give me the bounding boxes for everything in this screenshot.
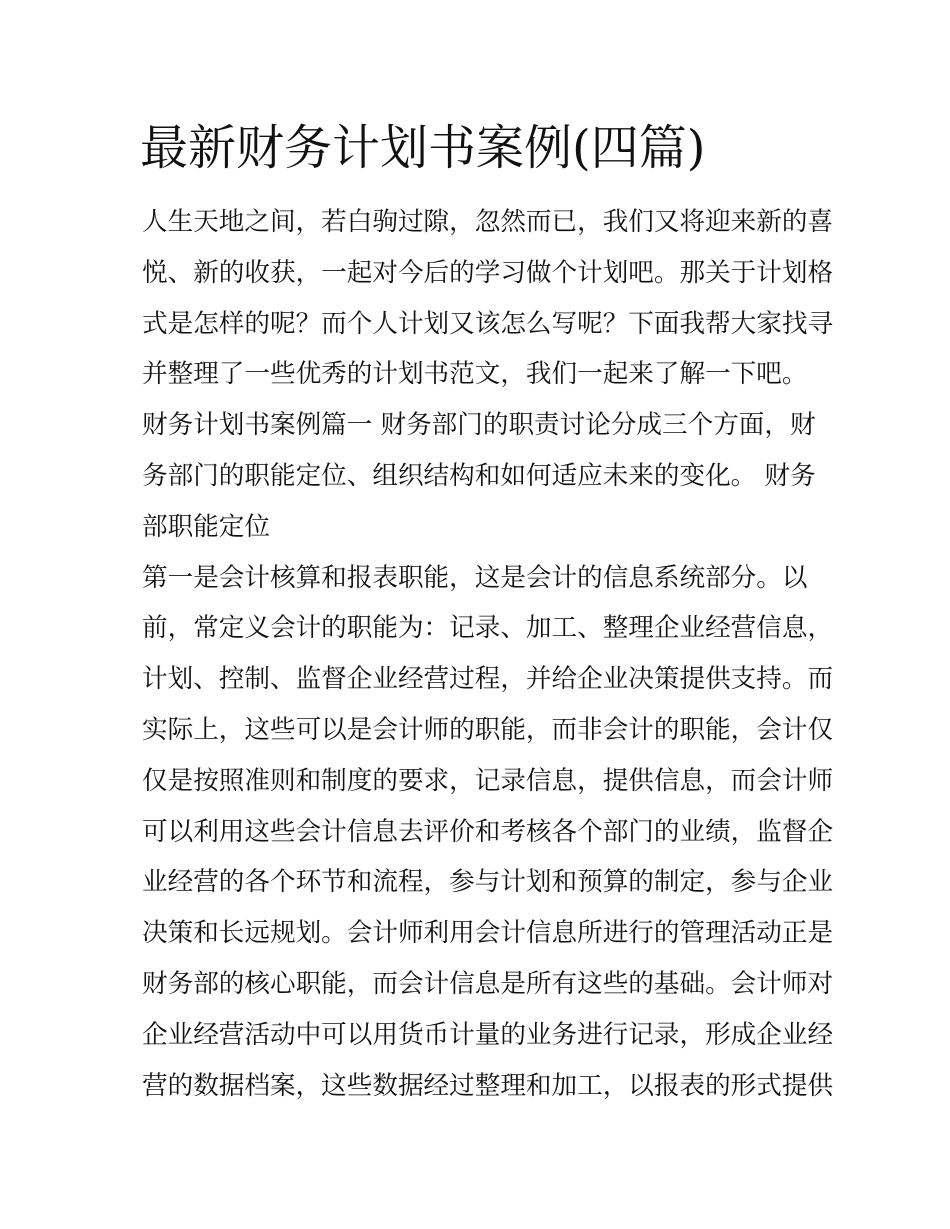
text-line: 企业经营活动中可以用货币计量的业务进行记录，形成企业经 xyxy=(142,1019,834,1050)
text-line: 第一是会计核算和报表职能，这是会计的信息系统部分。以 xyxy=(142,562,808,593)
text-line: 人生天地之间，若白驹过隙，忽然而已，我们又将迎来新的喜 xyxy=(142,207,834,237)
document-body xyxy=(142,197,834,1111)
text-line: 并整理了一些优秀的计划书范文，我们一起来了解一下吧。 xyxy=(142,359,808,390)
text-line: 财务计划书案例篇一 财务部门的职责讨论分成三个方面，财 xyxy=(142,410,816,441)
text-line: 营的数据档案，这些数据经过整理和加工，以报表的形式提供 xyxy=(142,1070,834,1101)
text-line: 决策和长远规划。会计师利用会计信息所进行的管理活动正是 xyxy=(142,918,834,949)
text-line: 式是怎样的呢？而个人计划又该怎么写呢？下面我帮大家找寻 xyxy=(142,308,834,339)
text-line: 可以利用这些会计信息去评价和考核各个部门的业绩，监督企 xyxy=(142,816,834,847)
text-line: 务部门的职能定位、组织结构和如何适应未来的变化。 财务 xyxy=(142,460,816,491)
text-line: 部职能定位 xyxy=(142,511,270,542)
text-line: 财务部的核心职能，而会计信息是所有这些的基础。会计师对 xyxy=(142,968,834,999)
text-line: 仅是按照准则和制度的要求，记录信息，提供信息，而会计师 xyxy=(142,765,834,796)
text-line: 计划、控制、监督企业经营过程，并给企业决策提供支持。而 xyxy=(142,664,834,695)
text-line: 业经营的各个环节和流程，参与计划和预算的制定，参与企业 xyxy=(142,867,834,898)
text-line: 悦、新的收获，一起对今后的学习做个计划吧。那关于计划格 xyxy=(142,257,834,288)
text-line: 实际上，这些可以是会计师的职能，而非会计的职能，会计仅 xyxy=(142,714,834,745)
text-line: 前，常定义会计的职能为：记录、加工、整理企业经营信息， xyxy=(142,613,834,644)
document-title: 最新财务计划书案例(四篇) xyxy=(140,120,706,176)
